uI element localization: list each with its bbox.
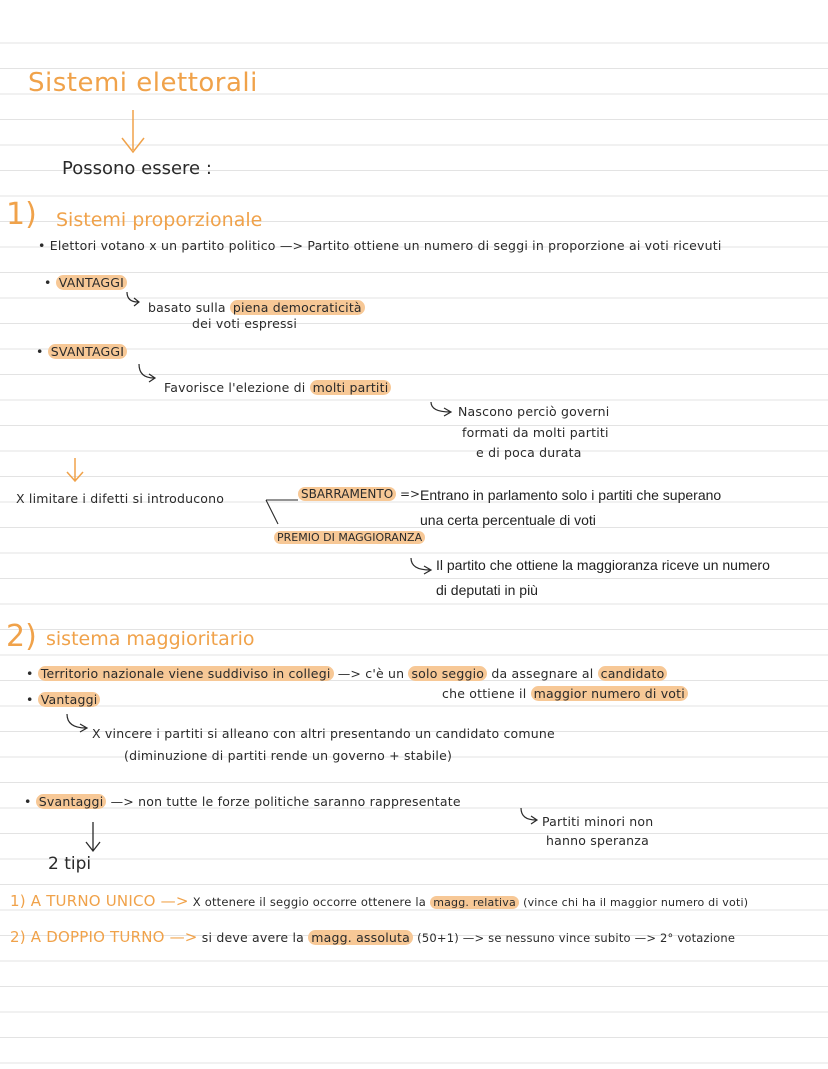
s2-bullet1-a: Territorio nazionale viene suddiviso in collegi	[38, 666, 334, 681]
s1-premio	[274, 532, 425, 543]
page-title: Sistemi elettorali	[28, 68, 258, 98]
s2-bullet1-hl2: candidato	[598, 666, 668, 681]
hook-arrow-icon	[64, 712, 94, 736]
s2-tipo2	[10, 930, 735, 945]
section1-number: 1)	[6, 197, 37, 232]
s2-svantaggi-label: Svantaggi	[36, 794, 107, 809]
hook-arrow-icon	[408, 556, 438, 578]
bullet-dot: •	[26, 666, 38, 681]
s1-svantaggi-label: SVANTAGGI	[48, 344, 127, 359]
s2-vantaggi-label: Vantaggi	[38, 692, 101, 707]
section2-number: 2)	[6, 619, 37, 654]
s2-svantaggi-text: —> non tutte le forze politiche saranno rappresentate	[110, 794, 461, 809]
sbarramento-label: SBARRAMENTO	[298, 487, 396, 501]
hook-arrow-icon	[518, 806, 544, 828]
s2-bullet1-hl3: maggior numero di voti	[531, 686, 688, 701]
tipo2-text-b: (50+1) —> se nessuno vince subito —> 2° votazione	[417, 931, 736, 945]
premio-desc-2: di deputati in più	[436, 582, 538, 598]
tipo2-label: 2) A DOPPIO TURNO —>	[10, 928, 198, 946]
bullet-dot: •	[24, 794, 36, 809]
s1-bullet1-prefix: Elettori votano x un partito politico	[49, 238, 276, 253]
premio-label: PREMIO DI MAGGIORANZA	[274, 531, 425, 544]
down-arrow-icon	[62, 456, 88, 484]
s2-bullet1-hl1: solo seggio	[408, 666, 487, 681]
s2-tipo1	[10, 894, 748, 909]
hook-arrow-icon	[136, 362, 162, 386]
section1-heading: Sistemi proporzionale	[56, 209, 263, 231]
s2-bullet1-c: da assegnare al	[491, 666, 594, 681]
s2-vantaggi-text-1: X vincere i partiti si alleano con altri presentando un candidato comune	[92, 726, 555, 741]
tipo1-text-a: X ottenere il seggio occorre ottenere la	[192, 895, 427, 909]
s1-vantaggi-line2: dei voti espressi	[192, 316, 298, 331]
bullet-dot: •	[36, 344, 48, 359]
sbarramento-arrow: =>	[399, 487, 421, 501]
s2-bullet1-b: —> c'è un	[337, 666, 405, 681]
tipo1-highlight: magg. relativa	[430, 896, 519, 909]
hook-arrow-icon	[428, 400, 458, 420]
bullet-dot: •	[26, 692, 38, 707]
s1-bullet1-rest: Partito ottiene un numero di seggi in proporzione ai voti ricevuti	[307, 238, 722, 253]
s1-vantaggi	[44, 277, 127, 290]
s2-tipi-label: 2 tipi	[48, 854, 92, 874]
s2-vantaggi	[26, 694, 100, 707]
bullet-dot: •	[38, 238, 50, 253]
s2-svantaggi-sub-1: Partiti minori non	[542, 814, 654, 829]
s2-vantaggi-text-2: (diminuzione di partiti rende un governo + stabile)	[124, 748, 453, 763]
sbarramento-desc-2: una certa percentuale di voti	[420, 512, 596, 528]
down-arrow-icon	[118, 108, 148, 156]
section2-heading: sistema maggioritario	[46, 628, 255, 650]
s2-svantaggi-sub-2: hanno speranza	[546, 833, 649, 848]
s2-bullet1-line2	[442, 688, 688, 701]
s1-svantaggi-line	[164, 382, 391, 395]
branch-lines	[262, 492, 302, 528]
s1-consequence-1: Nascono perciò governi	[458, 404, 610, 419]
tipo2-text-a: si deve avere la	[201, 930, 305, 945]
s1-vantaggi-text-a: basato sulla	[148, 300, 226, 315]
tipo1-label: 1) A TURNO UNICO —>	[10, 892, 189, 910]
s1-vantaggi-highlight: piena democraticità	[230, 300, 365, 315]
s1-vantaggi-label: VANTAGGI	[56, 275, 127, 290]
s1-svantaggi	[36, 346, 127, 359]
tipo2-highlight: magg. assoluta	[308, 930, 413, 945]
hook-arrow-icon	[124, 290, 146, 310]
s1-consequence-2: formati da molti partiti	[462, 425, 609, 440]
s1-consequence-3: e di poca durata	[476, 445, 582, 460]
s1-limit-text: X limitare i difetti si introducono	[16, 491, 225, 506]
s1-svantaggi-highlight: molti partiti	[310, 380, 392, 395]
s2-bullet1-d: che ottiene il	[442, 686, 527, 701]
s1-bullet1-arrow: —>	[279, 238, 304, 253]
sbarramento-desc-1: Entrano in parlamento solo i partiti che superano	[420, 487, 722, 503]
s1-bullet1	[38, 240, 722, 253]
bullet-dot: •	[44, 275, 56, 290]
s1-sbarramento	[298, 488, 420, 500]
premio-desc-1: Il partito che ottiene la maggioranza riceve un numero	[436, 557, 770, 573]
tipo1-text-b: (vince chi ha il maggior numero di voti)	[523, 896, 749, 909]
s2-svantaggi	[24, 796, 461, 809]
s1-vantaggi-line1	[148, 302, 365, 315]
intro-text: Possono essere :	[62, 158, 212, 179]
s1-svantaggi-text-a: Favorisce l'elezione di	[164, 380, 306, 395]
down-arrow-icon	[82, 820, 104, 854]
s2-bullet1	[26, 668, 667, 681]
